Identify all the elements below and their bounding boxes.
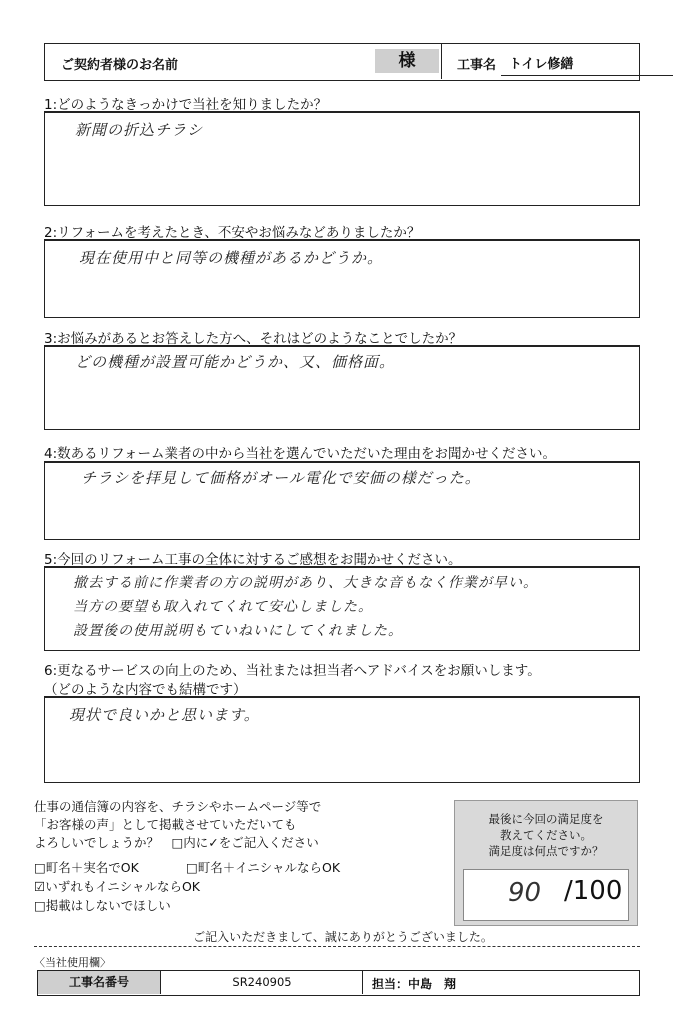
work-name-label: 工事名 (457, 58, 497, 73)
office-use-label: 〈当社使用欄〉 (34, 956, 111, 969)
satisfaction-panel (454, 800, 638, 926)
consent-line-3: よろしいでしょうか？ □内に✓をご記入ください (34, 835, 319, 850)
answer-2-line-1: 現在使用中と同等の機種があるかどうか。 (79, 249, 384, 267)
answer-box-6 (44, 697, 640, 783)
question-5: 5:今回のリフォーム工事の全体に対するご感想をお聞かせください。 (44, 552, 462, 568)
answer-4-line-1: チラシを拝見して価格がオール電化で安価の様だった。 (81, 469, 481, 487)
customer-name-label: ご契約者様のお名前 (61, 58, 179, 73)
satisfaction-max: /100 (564, 876, 623, 906)
answer-box-4 (44, 462, 640, 540)
answer-box-3 (44, 346, 640, 430)
satisfaction-score-field[interactable] (463, 869, 629, 921)
consent-option-realname[interactable]: □町名＋実名でOK (34, 860, 139, 875)
satisfaction-question (455, 811, 637, 859)
honorific-label: 様 (375, 49, 439, 73)
job-number-value: SR240905 (162, 971, 363, 994)
consent-option-initial-town[interactable]: □町名＋イニシャルならOK (186, 860, 341, 875)
answer-5-line-2: 当方の要望も取入れてくれて安心しました。 (73, 599, 373, 615)
answer-box-5 (44, 567, 640, 651)
question-4: 4:数あるリフォーム業者の中から当社を選んでいただいた理由をお聞かせください。 (44, 446, 556, 462)
question-3: 3:お悩みがあるとお答えした方へ、それはどのようなことでしたか？ (44, 331, 463, 347)
staff-label: 担当： (372, 977, 409, 991)
cut-line (34, 946, 640, 947)
staff-name: 中島 翔 (408, 977, 457, 991)
work-name-underline (501, 75, 673, 76)
header-divider (441, 44, 442, 79)
answer-box-1 (44, 112, 640, 206)
customer-header (44, 43, 640, 81)
answer-5-line-1: 撤去する前に作業者の方の説明があり、大きな音もなく作業が早い。 (73, 575, 538, 591)
work-name-value: トイレ修繕 (509, 57, 574, 72)
consent-option-no-publish[interactable]: □掲載はしないでほしい (34, 898, 171, 913)
question-2: 2:リフォームを考えたとき、不安やお悩みなどありましたか？ (44, 225, 421, 241)
satisfaction-question-line-3: 満足度は何点ですか？ (488, 844, 604, 858)
answer-box-2 (44, 240, 640, 318)
satisfaction-question-line-1: 最後に今回の満足度を (488, 812, 604, 826)
satisfaction-question-line-2: 教えてください。 (500, 828, 592, 842)
question-6-note: （どのような内容でも結構です） (44, 682, 247, 698)
answer-5-line-3: 設置後の使用説明もていねいにしてくれました。 (73, 623, 403, 639)
consent-option-initial-all[interactable]: ☑いずれもイニシャルならOK (34, 879, 200, 894)
consent-text (34, 798, 321, 852)
answer-6-line-1: 現状で良いかと思います。 (69, 706, 260, 724)
office-use-row (37, 970, 640, 996)
answer-3-line-1: どの機種が設置可能かどうか、又、価格面。 (75, 353, 396, 371)
answer-1-line-1: 新聞の折込チラシ (75, 121, 204, 139)
consent-line-2: 「お客様の声」として掲載させていただいても (34, 817, 297, 832)
question-6: 6:更なるサービスの向上のため、当社または担当者へアドバイスをお願いします。 (44, 663, 541, 679)
question-1: 1:どのようなきっかけで当社を知りましたか？ (44, 97, 328, 113)
thanks-message: ご記入いただきまして、誠にありがとうございました。 (193, 930, 493, 944)
job-number-label: 工事名番号 (38, 971, 161, 994)
consent-line-1: 仕事の通信簿の内容を、チラシやホームページ等で (34, 799, 322, 814)
satisfaction-score: 90 (508, 878, 542, 908)
